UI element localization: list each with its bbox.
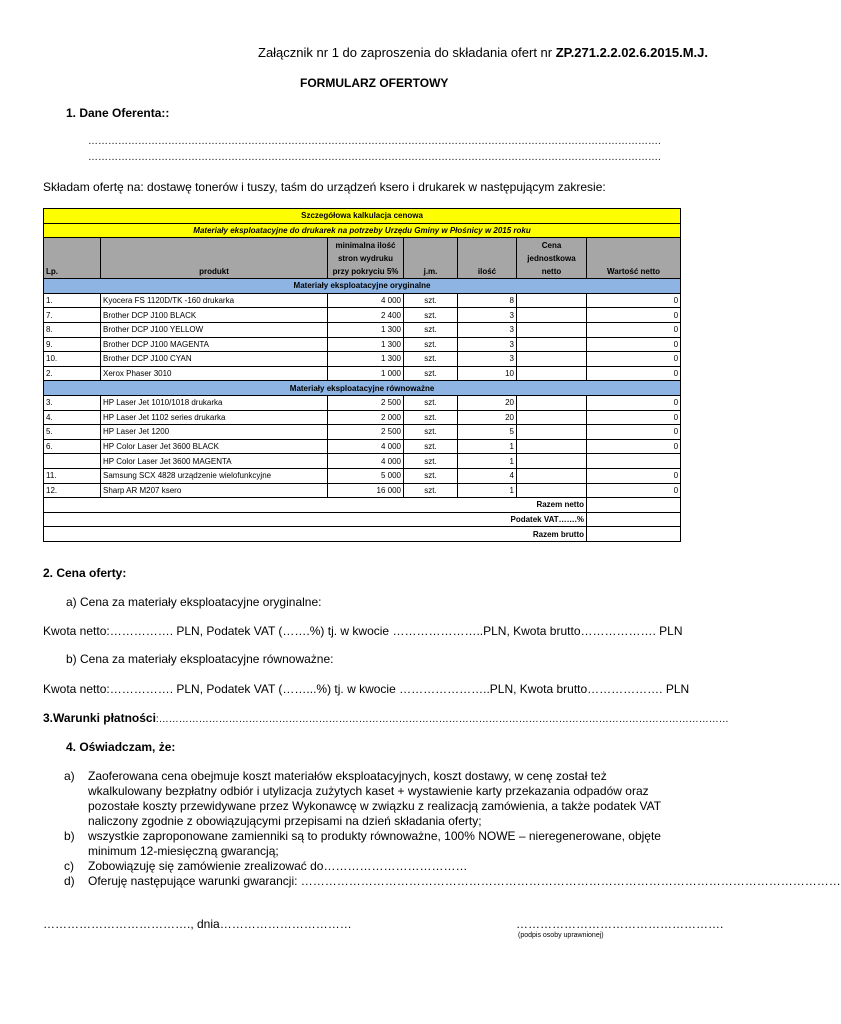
cell-net-value: 0 bbox=[587, 439, 681, 454]
cell-unit: szt. bbox=[404, 439, 458, 454]
statement-a bbox=[64, 769, 678, 829]
table-row bbox=[44, 483, 681, 498]
offerer-line-1: ………………………………………………………………………………………………………………………………………………………. bbox=[88, 136, 661, 147]
cell-net-value bbox=[587, 454, 681, 469]
table-row bbox=[44, 425, 681, 440]
statement-d bbox=[64, 874, 841, 889]
item-label: d) bbox=[64, 874, 75, 888]
col-qty: ilość bbox=[458, 238, 517, 279]
table-row bbox=[44, 410, 681, 425]
cell-net-value: 0 bbox=[587, 425, 681, 440]
table-row bbox=[44, 352, 681, 367]
table-subtitle: Materiały eksploatacyjne do drukarek na potrzeby Urzędu Gminy w Płośnicy w 2015 roku bbox=[44, 223, 681, 238]
cell-unit-price[interactable] bbox=[517, 293, 587, 308]
cell-lp: 3. bbox=[44, 395, 101, 410]
table-row bbox=[44, 308, 681, 323]
cell-lp: 7. bbox=[44, 308, 101, 323]
attachment-text: Załącznik nr 1 do zaproszenia do składania ofert nr bbox=[258, 45, 556, 60]
cell-lp: 12. bbox=[44, 483, 101, 498]
price-original-label: a) Cena za materiały eksploatacyjne oryginalne: bbox=[66, 595, 322, 609]
cell-product: Brother DCP J100 MAGENTA bbox=[101, 337, 328, 352]
cell-net-value: 0 bbox=[587, 322, 681, 337]
item-label: c) bbox=[64, 859, 74, 873]
signature-line: ……………………………………………. bbox=[516, 917, 724, 931]
cell-min-pages: 16 000 bbox=[328, 483, 404, 498]
price-table bbox=[43, 208, 681, 542]
cell-net-value: 0 bbox=[587, 293, 681, 308]
intro-text: Składam ofertę na: dostawę tonerów i tuszy, taśm do urządzeń ksero i drukarek w następującym zakresie: bbox=[43, 180, 606, 194]
price-equivalent-line: Kwota netto:……………. PLN, Podatek VAT (……...%) tj. w kwocie …………………..PLN, Kwota brutto………………. PLN bbox=[43, 682, 690, 696]
item-text: Oferuję następujące warunki gwarancji: ……………………………………………………………………………………………………………………… bbox=[88, 874, 841, 888]
cell-product: HP Laser Jet 1010/1018 drukarka bbox=[101, 395, 328, 410]
cell-product: Brother DCP J100 CYAN bbox=[101, 352, 328, 367]
cell-unit-price[interactable] bbox=[517, 468, 587, 483]
col-lp: Lp. bbox=[44, 238, 101, 279]
cell-min-pages: 2 500 bbox=[328, 425, 404, 440]
cell-qty: 3 bbox=[458, 352, 517, 367]
cell-lp: 8. bbox=[44, 322, 101, 337]
col-unit-price: Cena jednostkowa netto bbox=[517, 238, 587, 279]
cell-unit-price[interactable] bbox=[517, 308, 587, 323]
cell-unit: szt. bbox=[404, 322, 458, 337]
cell-net-value: 0 bbox=[587, 468, 681, 483]
cell-unit: szt. bbox=[404, 308, 458, 323]
sum-gross-value[interactable] bbox=[587, 527, 681, 542]
cell-product: Brother DCP J100 BLACK bbox=[101, 308, 328, 323]
cell-lp: 6. bbox=[44, 439, 101, 454]
item-text: Zobowiązuję się zamówienie zrealizować do……………………………… bbox=[88, 859, 468, 873]
table-title: Szczegółowa kalkulacja cenowa bbox=[44, 209, 681, 224]
cell-lp: 2. bbox=[44, 366, 101, 381]
cell-net-value: 0 bbox=[587, 395, 681, 410]
cell-qty: 1 bbox=[458, 439, 517, 454]
cell-unit-price[interactable] bbox=[517, 395, 587, 410]
signature-label: (podpis osoby uprawnionej) bbox=[518, 932, 604, 939]
item-label: b) bbox=[64, 829, 75, 843]
cell-unit: szt. bbox=[404, 454, 458, 469]
table-row bbox=[44, 454, 681, 469]
cell-unit: szt. bbox=[404, 425, 458, 440]
cell-unit-price[interactable] bbox=[517, 425, 587, 440]
cell-product: Samsung SCX 4828 urządzenie wielofunkcyjne bbox=[101, 468, 328, 483]
cell-net-value: 0 bbox=[587, 410, 681, 425]
cell-unit: szt. bbox=[404, 410, 458, 425]
col-product: produkt bbox=[101, 238, 328, 279]
cell-lp: 9. bbox=[44, 337, 101, 352]
cell-unit-price[interactable] bbox=[517, 439, 587, 454]
cell-min-pages: 2 400 bbox=[328, 308, 404, 323]
cell-net-value: 0 bbox=[587, 308, 681, 323]
cell-qty: 3 bbox=[458, 337, 517, 352]
section3-heading: 3.Warunki płatności bbox=[43, 711, 156, 725]
cell-lp: 4. bbox=[44, 410, 101, 425]
statement-b bbox=[64, 829, 678, 859]
page-title: FORMULARZ OFERTOWY bbox=[300, 76, 449, 90]
cell-qty: 3 bbox=[458, 322, 517, 337]
sum-gross-label: Razem brutto bbox=[44, 527, 587, 542]
table-row bbox=[44, 293, 681, 308]
table-row bbox=[44, 468, 681, 483]
item-label: a) bbox=[64, 769, 75, 783]
price-original-line: Kwota netto:……………. PLN, Podatek VAT (…….%) tj. w kwocie …………………..PLN, Kwota brutto………………. PLN bbox=[43, 624, 683, 638]
table-row bbox=[44, 337, 681, 352]
cell-unit-price[interactable] bbox=[517, 352, 587, 367]
cell-net-value: 0 bbox=[587, 483, 681, 498]
cell-qty: 1 bbox=[458, 483, 517, 498]
vat-value[interactable] bbox=[587, 512, 681, 527]
section2-heading: 2. Cena oferty: bbox=[43, 566, 127, 580]
cell-unit-price[interactable] bbox=[517, 410, 587, 425]
cell-unit: szt. bbox=[404, 352, 458, 367]
cell-unit: szt. bbox=[404, 395, 458, 410]
place-date-line: ………………………………., dnia…………………………… bbox=[43, 917, 352, 931]
cell-net-value: 0 bbox=[587, 337, 681, 352]
payment-terms-dots: :……………………………………………………………………………………………………………………………………………………… bbox=[155, 714, 729, 725]
cell-product: HP Laser Jet 1200 bbox=[101, 425, 328, 440]
cell-unit-price[interactable] bbox=[517, 322, 587, 337]
item-text: wszystkie zaproponowane zamienniki są to produkty równoważne, 100% NOWE – nieregenerowane, objęte minimum 12-miesięczną gwarancją; bbox=[88, 829, 661, 858]
table-row bbox=[44, 395, 681, 410]
col-net-value: Wartość netto bbox=[587, 238, 681, 279]
statement-c bbox=[64, 859, 678, 874]
cell-min-pages: 4 000 bbox=[328, 439, 404, 454]
sum-net-value[interactable] bbox=[587, 498, 681, 513]
table-row bbox=[44, 322, 681, 337]
cell-product: HP Color Laser Jet 3600 BLACK bbox=[101, 439, 328, 454]
cell-lp: 1. bbox=[44, 293, 101, 308]
table-header-row bbox=[44, 238, 681, 279]
cell-lp: 10. bbox=[44, 352, 101, 367]
table-row bbox=[44, 366, 681, 381]
cell-product: Kyocera FS 1120D/TK -160 drukarka bbox=[101, 293, 328, 308]
attachment-note bbox=[258, 45, 708, 60]
cell-qty: 20 bbox=[458, 395, 517, 410]
cell-qty: 10 bbox=[458, 366, 517, 381]
cell-min-pages: 1 300 bbox=[328, 352, 404, 367]
cell-min-pages: 2 000 bbox=[328, 410, 404, 425]
section1-heading: 1. Dane Oferenta:: bbox=[66, 106, 170, 120]
cell-net-value: 0 bbox=[587, 352, 681, 367]
cell-net-value: 0 bbox=[587, 366, 681, 381]
cell-product: Sharp AR M207 ksero bbox=[101, 483, 328, 498]
group-equivalent: Materiały eksploatacyjne równoważne bbox=[44, 381, 681, 396]
cell-unit-price[interactable] bbox=[517, 337, 587, 352]
table-row bbox=[44, 439, 681, 454]
cell-unit: szt. bbox=[404, 293, 458, 308]
cell-min-pages: 1 300 bbox=[328, 337, 404, 352]
cell-min-pages: 1 000 bbox=[328, 366, 404, 381]
cell-lp: 11. bbox=[44, 468, 101, 483]
cell-min-pages: 5 000 bbox=[328, 468, 404, 483]
cell-qty: 3 bbox=[458, 308, 517, 323]
cell-qty: 1 bbox=[458, 454, 517, 469]
cell-unit-price[interactable] bbox=[517, 366, 587, 381]
cell-product: HP Color Laser Jet 3600 MAGENTA bbox=[101, 454, 328, 469]
cell-unit: szt. bbox=[404, 366, 458, 381]
group-original: Materiały eksploatacyjne oryginalne bbox=[44, 279, 681, 294]
sum-net-label: Razem netto bbox=[44, 498, 587, 513]
cell-min-pages: 2 500 bbox=[328, 395, 404, 410]
cell-product: Xerox Phaser 3010 bbox=[101, 366, 328, 381]
section4-heading: 4. Oświadczam, że: bbox=[66, 740, 176, 754]
cell-unit: szt. bbox=[404, 468, 458, 483]
cell-min-pages: 4 000 bbox=[328, 293, 404, 308]
cell-unit-price[interactable] bbox=[517, 483, 587, 498]
cell-min-pages: 1 300 bbox=[328, 322, 404, 337]
cell-lp: 5. bbox=[44, 425, 101, 440]
cell-unit-price[interactable] bbox=[517, 454, 587, 469]
offerer-line-2: ………………………………………………………………………………………………………………………………………………………. bbox=[88, 152, 661, 163]
section3 bbox=[43, 711, 729, 725]
cell-min-pages: 4 000 bbox=[328, 454, 404, 469]
price-equivalent-label: b) Cena za materiały eksploatacyjne równoważne: bbox=[66, 652, 334, 666]
item-text: Zaoferowana cena obejmuje koszt materiałów eksploatacyjnych, koszt dostawy, w cenę został też wkalkulowany bezpłatny odbiór i utylizacja zużytych kaset + wystawienie karty przekazania odpadów oraz pozostałe koszty przewidywane przez Wykonawcę w związku z realizacją zamówienia, a także podatek VAT naliczony zgodnie z obowiązującymi przepisami na dzień składania oferty; bbox=[88, 769, 661, 828]
cell-unit: szt. bbox=[404, 337, 458, 352]
col-unit: j.m. bbox=[404, 238, 458, 279]
vat-label: Podatek VAT…….% bbox=[44, 512, 587, 527]
cell-qty: 4 bbox=[458, 468, 517, 483]
cell-lp bbox=[44, 454, 101, 469]
cell-product: HP Laser Jet 1102 series drukarka bbox=[101, 410, 328, 425]
col-min-pages: minimalna ilość stron wydruku przy pokryciu 5% bbox=[328, 238, 404, 279]
cell-qty: 5 bbox=[458, 425, 517, 440]
cell-qty: 20 bbox=[458, 410, 517, 425]
reference-number: ZP.271.2.2.02.6.2015.M.J. bbox=[555, 45, 708, 60]
cell-unit: szt. bbox=[404, 483, 458, 498]
cell-product: Brother DCP J100 YELLOW bbox=[101, 322, 328, 337]
cell-qty: 8 bbox=[458, 293, 517, 308]
